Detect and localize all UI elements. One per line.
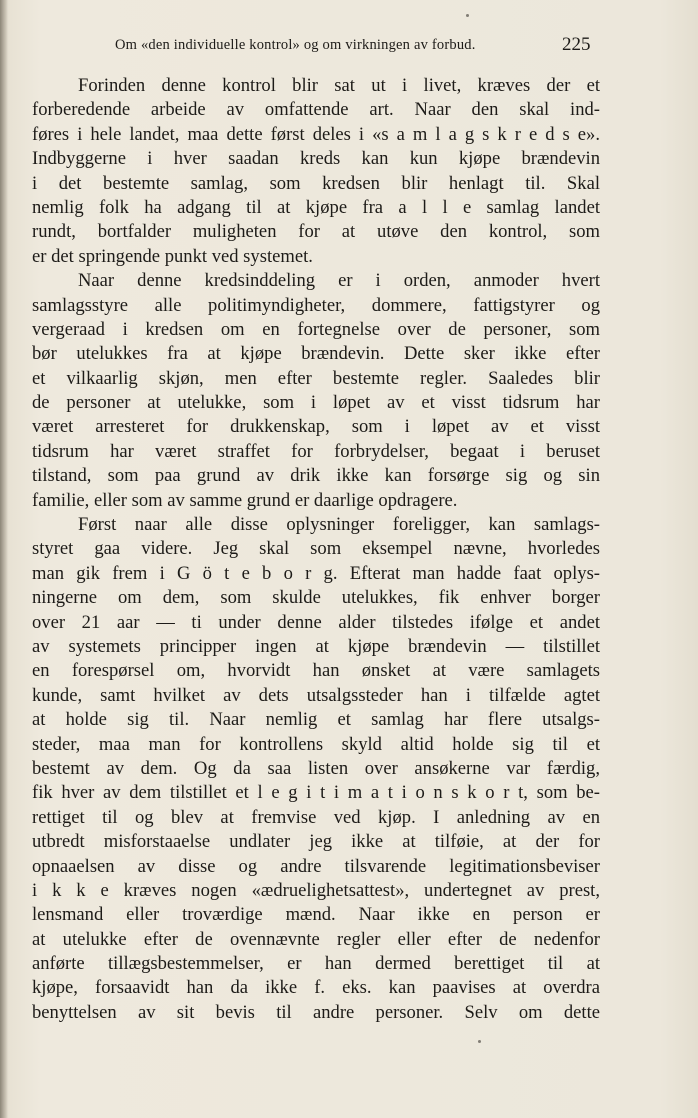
text-line: av systemets principper ingen at kjøpe brændevin — tilstillet (32, 635, 600, 657)
text-line: nemlig folk ha adgang til at kjøpe fra a l l e samlag landet (32, 196, 600, 218)
text-line: benyttelsen av sit bevis til andre personer. Selv om dette (32, 1001, 600, 1023)
text-line: forberedende arbeide av omfattende art. Naar den skal ind- (32, 99, 600, 121)
text-line: Forinden denne kontrol blir sat ut i livet, kræves der et (78, 75, 600, 96)
text-line: rundt, bortfalder muligheten for at utøve den kontrol, som (32, 221, 600, 243)
text-line: tilstand, som paa grund av drik ikke kan forsørge sig og sin (32, 465, 600, 487)
text-line: Først naar alle disse oplysninger foreligger, kan samlags- (78, 514, 600, 536)
text-line: at holde sig til. Naar nemlig et samlag har flere utsalgs- (32, 709, 600, 731)
body-text (32, 74, 600, 1025)
text-line: man gik frem i G ö t e b o r g. Efterat man hadde faat oplys- (32, 562, 600, 584)
text-line: i k k e kræves nogen «ædruelighetsattest», undertegnet av prest, (32, 879, 600, 901)
text-line: en forespørsel om, hvorvidt han ønsket at være samlagets (32, 660, 600, 682)
text-line: Naar denne kredsinddeling er i orden, anmoder hvert (78, 270, 600, 292)
text-line: føres i hele landet, maa dette først deles i «s a m l a g s k r e d s e». (32, 123, 600, 145)
print-speck (466, 14, 469, 17)
text-line: er det springende punkt ved systemet. (32, 245, 313, 267)
text-line: samlagsstyre alle politimyndigheter, dommere, fattigstyrer og (32, 294, 600, 316)
page-binding-edge (0, 0, 8, 1118)
text-line: over 21 aar — ti under denne alder tilstedes ifølge et andet (32, 611, 600, 633)
text-line: tidsrum har været straffet for forbrydelser, begaat i beruset (32, 440, 600, 462)
print-speck (478, 1040, 481, 1043)
text-line: opnaaelsen av disse og andre tilsvarende legitimationsbeviser (32, 855, 600, 877)
text-line: Indbyggerne i hver saadan kreds kan kun kjøpe brændevin (32, 148, 600, 170)
text-line: været arresteret for drukkenskap, som i løpet av et visst (32, 416, 600, 438)
text-line: bestemt av dem. Og da saa listen over ansøkerne var færdig, (32, 757, 600, 779)
text-line: steder, maa man for kontrollens skyld altid holde sig til et (32, 733, 600, 755)
text-line: styret gaa videre. Jeg skal som eksempel nævne, hvorledes (32, 538, 600, 560)
text-line: anførte tillægsbestemmelser, er han dermed berettiget til at (32, 953, 600, 975)
text-line: kjøpe, forsaavidt han da ikke f. eks. kan paavises at overdra (32, 977, 600, 999)
text-line: vergeraad i kredsen om en fortegnelse over de personer, som (32, 318, 600, 340)
text-line: kunde, samt hvilket av dets utsalgssteder han i tilfælde agtet (32, 684, 600, 706)
text-line: familie, eller som av samme grund er daarlige opdragere. (32, 489, 458, 511)
text-line: lensmand eller troværdige mænd. Naar ikke en person er (32, 904, 600, 926)
text-line: fik hver av dem tilstillet et l e g i t i m a t i o n s k o r t, som be- (32, 782, 600, 804)
text-line: ningerne om dem, som skulde utelukkes, fik enhver borger (32, 587, 600, 609)
text-line: et vilkaarlig skjøn, men efter bestemte regler. Saaledes blir (32, 367, 600, 389)
text-line: utbredt misforstaaelse undlater jeg ikke at tilføie, at der for (32, 831, 600, 853)
running-head (0, 34, 698, 58)
text-line: de personer at utelukke, som i løpet av et visst tidsrum har (32, 392, 600, 414)
text-line: rettiget til og blev at fremvise ved kjøp. I anledning av en (32, 806, 600, 828)
text-line: bør utelukkes fra at kjøpe brændevin. Dette sker ikke efter (32, 343, 600, 365)
text-line: at utelukke efter de ovennævnte regler eller efter de nedenfor (32, 928, 600, 950)
text-line: i det bestemte samlag, som kredsen blir henlagt til. Skal (32, 172, 600, 194)
running-title: Om «den individuelle kontrol» og om virkningen av forbud. (115, 37, 476, 53)
page-number: 225 (562, 34, 591, 55)
